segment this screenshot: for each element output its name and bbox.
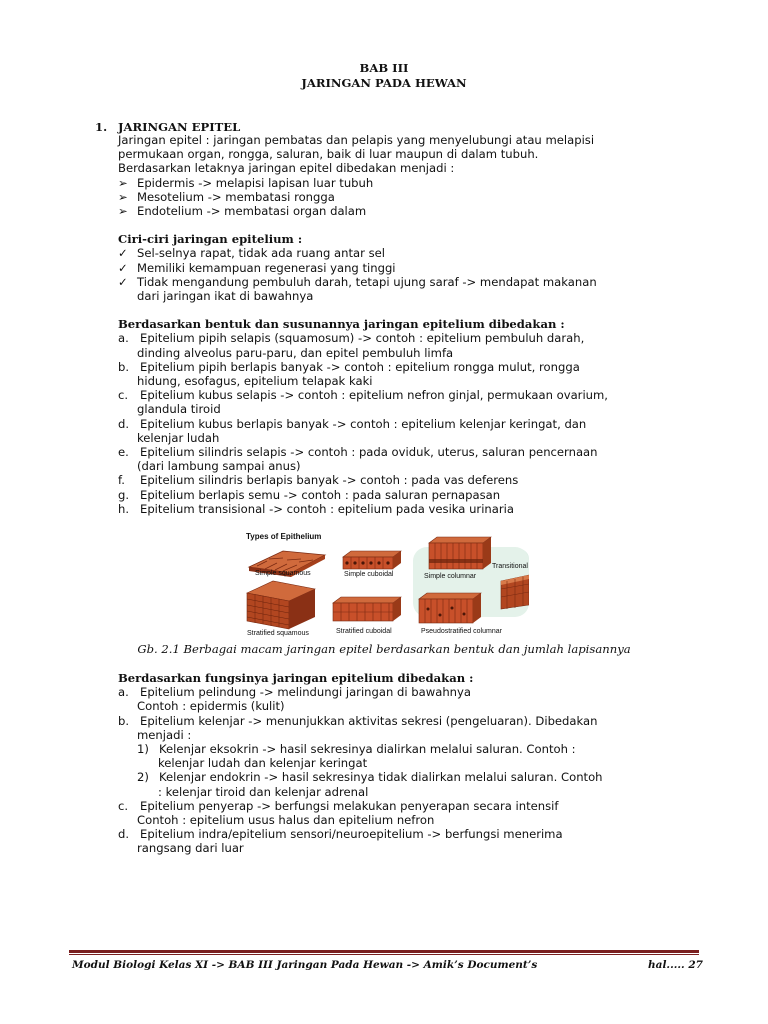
stratified-cuboidal-tissue <box>333 597 401 621</box>
epithelium-types-figure <box>243 529 529 638</box>
trait-item-continuation: dari jaringan ikat di bawahnya <box>137 289 314 304</box>
shape-item: f. Epitelium silindris berlapis banyak -> contoh : pada vas deferens <box>118 473 519 488</box>
shape-item-continuation: kelenjar ludah <box>137 430 220 445</box>
shape-item: h. Epitelium transisional -> contoh : epitelium pada vesika urinaria <box>118 501 514 516</box>
arrow-bullet-icon: ➢ <box>118 204 128 219</box>
trait-item: ✓ Sel-selnya rapat, tidak ada ruang antar sel <box>118 246 385 261</box>
transitional-tissue <box>501 575 529 609</box>
arrow-bullet-icon: ➢ <box>118 189 128 204</box>
location-item: ➢ Mesotelium -> membatasi rongga <box>118 189 335 204</box>
label-stratified-squamous: Stratified squamous <box>247 630 309 637</box>
function-item: c. Epitelium penyerap -> berfungsi melakukan penyerapan secara intensif <box>118 798 559 813</box>
location-item: ➢ Epidermis -> melapisi lapisan luar tubuh <box>118 175 374 190</box>
function-heading: Berdasarkan fungsinya jaringan epitelium dibedakan : <box>118 671 474 685</box>
label-transitional: Transitional <box>492 563 528 570</box>
check-icon: ✓ <box>118 274 128 289</box>
check-icon: ✓ <box>118 260 128 275</box>
intro-line: Berdasarkan letaknya jaringan epitel dibedakan menjadi : <box>118 161 455 176</box>
stratified-squamous-tissue <box>247 581 315 629</box>
gland-item-continuation: : kelenjar tiroid dan kelenjar adrenal <box>158 784 369 799</box>
shape-heading: Berdasarkan bentuk dan susunannya jaringan epitelium dibedakan : <box>118 317 565 332</box>
gland-item: 2) Kelenjar endokrin -> hasil sekresinya tidak dialirkan melalui saluran. Contoh <box>137 770 603 785</box>
function-example: Contoh : epidermis (kulit) <box>137 699 285 714</box>
shape-item: b. Epitelium pipih berlapis banyak -> contoh : epitelium rongga mulut, rongga <box>118 359 580 374</box>
section-number: 1. <box>95 120 108 134</box>
intro-line: permukaan organ, rongga, saluran, baik di luar maupun di dalam tubuh. <box>118 147 539 162</box>
label-simple-columnar: Simple columnar <box>424 573 477 580</box>
function-item: d. Epitelium indra/epitelium sensori/neuroepitelium -> berfungsi menerima <box>118 827 563 842</box>
section1-body <box>118 133 708 516</box>
function-item-continuation: menjadi : <box>137 727 192 742</box>
check-icon: ✓ <box>118 246 128 261</box>
shape-item-continuation: hidung, esofagus, epitelium telapak kaki <box>137 374 373 389</box>
arrow-bullet-icon: ➢ <box>118 175 128 190</box>
chapter-number: BAB III <box>359 61 409 75</box>
footer-title: Modul Biologi Kelas XI -> BAB III Jaringan Pada Hewan -> Amik’s Document’s <box>72 959 538 971</box>
footer-rule <box>69 950 699 953</box>
shape-item: e. Epitelium silindris selapis -> contoh : pada oviduk, uterus, saluran pencernaan <box>118 445 598 460</box>
function-item-continuation: rangsang dari luar <box>137 841 244 856</box>
traits-heading: Ciri-ciri jaringan epitelium : <box>118 232 303 247</box>
trait-item: ✓ Memiliki kemampuan regenerasi yang tinggi <box>118 260 396 275</box>
simple-columnar-tissue <box>429 537 491 569</box>
footer-rule <box>69 954 699 955</box>
shape-item: c. Epitelium kubus selapis -> contoh : epitelium nefron ginjal, permukaan ovarium, <box>118 388 608 403</box>
figure-title: Types of Epithelium <box>246 532 322 541</box>
label-simple-cuboidal: Simple cuboidal <box>344 571 394 578</box>
section-title: JARINGAN EPITEL <box>118 120 241 134</box>
shape-item: a. Epitelium pipih selapis (squamosum) -> contoh : epitelium pembuluh darah, <box>118 331 585 346</box>
shape-item-continuation: (dari lambung sampai anus) <box>137 459 301 474</box>
shape-item-continuation: dinding alveolus paru-paru, dan epitel pembuluh limfa <box>137 345 454 360</box>
figure-caption: Gb. 2.1 Berbagai macam jaringan epitel berdasarkan bentuk dan jumlah lapisannya <box>137 642 631 656</box>
gland-item: 1) Kelenjar eksokrin -> hasil sekresinya dialirkan melalui saluran. Contoh : <box>137 742 576 757</box>
function-item: a. Epitelium pelindung -> melindungi jaringan di bawahnya <box>118 685 471 700</box>
label-stratified-cuboidal: Stratified cuboidal <box>336 628 392 635</box>
trait-item: ✓ Tidak mengandung pembuluh darah, tetapi ujung saraf -> mendapat makanan <box>118 274 597 289</box>
shape-item-continuation: glandula tiroid <box>137 402 221 417</box>
location-item: ➢ Endotelium -> membatasi organ dalam <box>118 204 367 219</box>
gland-item-continuation: kelenjar ludah dan kelenjar keringat <box>158 756 368 771</box>
label-simple-squamous: Simple squamous <box>255 570 311 577</box>
label-pseudostratified: Pseudostratified columnar <box>421 628 502 635</box>
pseudostratified-tissue <box>419 593 481 623</box>
section2-body <box>118 671 708 856</box>
shape-item: d. Epitelium kubus berlapis banyak -> contoh : epitelium kelenjar keringat, dan <box>118 416 587 431</box>
intro-line: Jaringan epitel : jaringan pembatas dan pelapis yang menyelubungi atau melapisi <box>118 133 595 147</box>
shape-item: g. Epitelium berlapis semu -> contoh : pada saluran pernapasan <box>118 487 501 502</box>
function-example: Contoh : epitelium usus halus dan epitelium nefron <box>137 813 435 828</box>
function-item: b. Epitelium kelenjar -> menunjukkan aktivitas sekresi (pengeluaran). Dibedakan <box>118 713 598 728</box>
chapter-title: JARINGAN PADA HEWAN <box>301 76 467 90</box>
page-number: hal..... 27 <box>648 959 703 971</box>
simple-cuboidal-tissue <box>343 551 401 569</box>
